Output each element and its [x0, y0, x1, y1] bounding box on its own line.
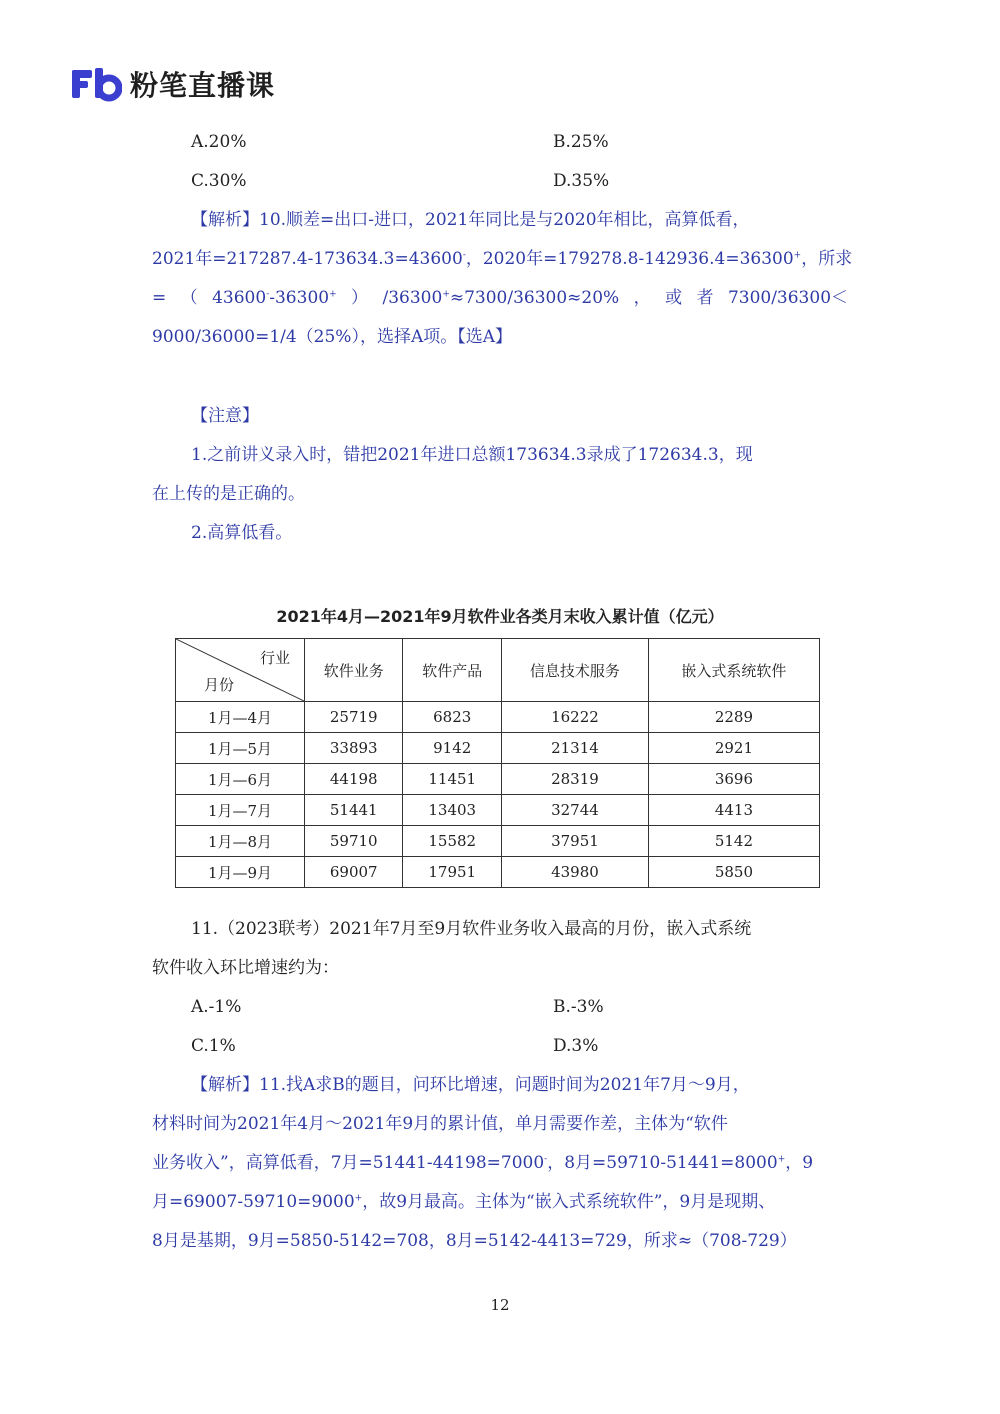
revenue-table: [175, 638, 820, 888]
brand-logo: [70, 64, 275, 104]
q10-analysis-line-4: 9000/36000=1/4（25%），选择A项。【选A】: [152, 327, 513, 347]
table-row: [176, 702, 820, 733]
table-cell: 32744: [501, 795, 648, 826]
q10-analysis-line-3: =（43600--36300+）/36300+≈7300/36300≈20%，或者7300/36300＜: [152, 288, 849, 308]
table-row: [176, 857, 820, 888]
table-cell: 3696: [648, 764, 819, 795]
notice-title: 【注意】: [191, 406, 259, 426]
table-cell: 25719: [305, 702, 403, 733]
q10-option-d: D.35%: [553, 171, 610, 191]
table-title: 2021年4月—2021年9月软件业各类月末收入累计值（亿元）: [276, 607, 724, 626]
table-cell: 13403: [403, 795, 501, 826]
table-header-row: [176, 639, 820, 702]
table-cell: 1月—4月: [176, 702, 305, 733]
q10-analysis-line-1: 【解析】10.顺差=出口-进口，2021年同比是与2020年相比，高算低看，: [191, 210, 750, 230]
table-cell: 37951: [501, 826, 648, 857]
table-cell: 1月—9月: [176, 857, 305, 888]
q10-analysis-line-2: 2021年=217287.4-173634.3=43600-，2020年=179278.8-142936.4=36300+，所求: [152, 249, 853, 269]
table-cell: 33893: [305, 733, 403, 764]
corner-label-month: 月份: [204, 676, 235, 694]
table-cell: 21314: [501, 733, 648, 764]
table-cell: 6823: [403, 702, 501, 733]
q11-stem-line-1: 11.（2023联考）2021年7月至9月软件业务收入最高的月份，嵌入式系统: [191, 919, 752, 939]
table-header-cell: 软件业务: [305, 639, 403, 702]
table-row: [176, 826, 820, 857]
notice-item-1-line-2: 在上传的是正确的。: [152, 484, 305, 504]
notice-item-2: 2.高算低看。: [191, 523, 293, 543]
q11-analysis-line-3: 业务收入”，高算低看，7月=51441-44198=7000-，8月=59710-51441=8000+，9: [152, 1153, 814, 1173]
table-row: [176, 733, 820, 764]
q11-analysis-line-4: 月=69007-59710=9000+，故9月最高。主体为“嵌入式系统软件”，9月是现期、: [152, 1192, 776, 1212]
table-cell: 2921: [648, 733, 819, 764]
table-cell: 1月—8月: [176, 826, 305, 857]
table-cell: 51441: [305, 795, 403, 826]
q11-analysis-line-5: 8月是基期，9月=5850-5142=708，8月=5142-4413=729，所求≈（708-729）: [152, 1231, 797, 1251]
table-cell: 16222: [501, 702, 648, 733]
table-cell: 11451: [403, 764, 501, 795]
corner-label-industry: 行业: [259, 649, 290, 667]
q11-option-a: A.-1%: [191, 997, 242, 1017]
q11-option-d: D.3%: [553, 1036, 599, 1056]
notice-item-1-line-1: 1.之前讲义录入时，错把2021年进口总额173634.3录成了172634.3，现: [191, 445, 753, 465]
q11-stem-line-2: 软件收入环比增速约为：: [152, 958, 339, 978]
brand-name: 粉笔直播课: [130, 69, 276, 102]
table-cell: 28319: [501, 764, 648, 795]
q10-option-c: C.30%: [191, 171, 247, 191]
q11-option-c: C.1%: [191, 1036, 236, 1056]
table-cell: 15582: [403, 826, 501, 857]
table-cell: 1月—6月: [176, 764, 305, 795]
table-cell: 43980: [501, 857, 648, 888]
table-cell: 4413: [648, 795, 819, 826]
table-cell: 1月—5月: [176, 733, 305, 764]
q11-analysis-line-2: 材料时间为2021年4月～2021年9月的累计值，单月需要作差，主体为“软件: [152, 1114, 728, 1134]
table-cell: 9142: [403, 733, 501, 764]
q10-option-b: B.25%: [553, 132, 609, 152]
table-row: [176, 764, 820, 795]
table-cell: 59710: [305, 826, 403, 857]
page-number: 12: [490, 1296, 510, 1314]
table-header-cell: 软件产品: [403, 639, 501, 702]
fenbi-logo-icon: [70, 64, 122, 104]
table-cell: 1月—7月: [176, 795, 305, 826]
q11-option-b: B.-3%: [553, 997, 604, 1017]
table-corner-cell: [176, 639, 305, 702]
table-cell: 2289: [648, 702, 819, 733]
table-header-cell: 信息技术服务: [501, 639, 648, 702]
table-cell: 69007: [305, 857, 403, 888]
table-cell: 5850: [648, 857, 819, 888]
table-cell: 44198: [305, 764, 403, 795]
table-row: [176, 795, 820, 826]
q11-analysis-line-1: 【解析】11.找A求B的题目，问环比增速，问题时间为2021年7月～9月，: [191, 1075, 750, 1095]
q10-option-a: A.20%: [191, 132, 247, 152]
table-cell: 17951: [403, 857, 501, 888]
table-header-cell: 嵌入式系统软件: [648, 639, 819, 702]
table-cell: 5142: [648, 826, 819, 857]
